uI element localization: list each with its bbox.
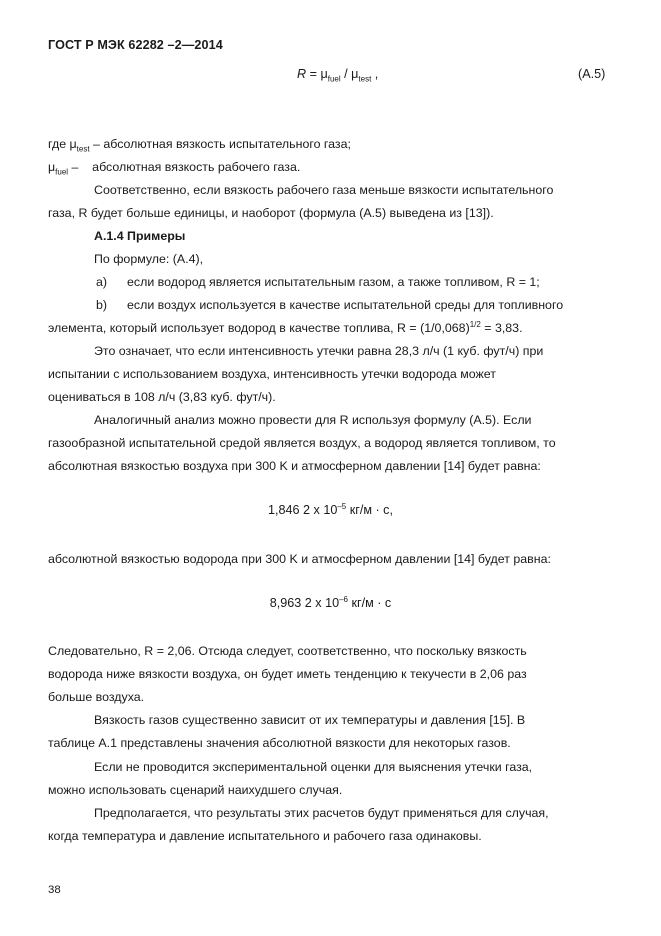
page-number: 38 [48,884,61,896]
definition-text: – абсолютная вязкость испытательного газа; [89,137,351,151]
formula-text: , [371,67,379,81]
list-label-a: а) [96,275,108,289]
formula-text: = μ [306,67,328,81]
formula-subscript-fuel: fuel [327,74,341,84]
equation-unit: кг/м · с, [346,503,393,517]
definition-dash: – [68,160,79,174]
equation-unit: кг/м · с [347,596,392,610]
list-item-b: если воздух используется в качестве испытательной среды для топливного [127,298,564,312]
paragraph-line: больше воздуха. [48,690,145,704]
equation-text: 8,963 2 x 10 [269,596,340,610]
paragraph-line: Следовательно, R = 2,06. Отсюда следует, соответственно, что поскольку вязкость [48,644,527,658]
paragraph-line: газообразной испытательной средой является воздух, а водород является топливом, то [48,436,556,450]
paragraph-line: Предполагается, что результаты этих расчетов будут применяться для случая, [94,806,549,820]
formula-variable-r: R [297,67,307,81]
paragraph-line: когда температура и давление испытательного и рабочего газа одинаковы. [48,829,482,843]
definition-subscript: test [76,144,90,154]
exponent: –5 [337,501,347,511]
paragraph-line: газа, R будет больше единицы, и наоборот (формула (А.5) выведена из [13]). [48,206,494,220]
paragraph-line: оцениваться в 108 л/ч (3,83 куб. фут/ч). [48,390,276,404]
examples-intro: По формуле: (А.4), [94,252,204,266]
list-item-b-continuation [48,317,523,340]
formula-text: / μ [340,67,359,81]
equation-hydrogen-viscosity [0,596,661,610]
paragraph-line: водорода ниже вязкости воздуха, он будет иметь тенденцию к текучести в 2,06 раз [48,667,527,681]
paragraph-line: Соответственно, если вязкость рабочего газа меньше вязкости испытательного [94,183,554,197]
formula-a5 [297,67,379,84]
document-header: ГОСТ Р МЭК 62282 –2—2014 [48,38,223,52]
definition-subscript: fuel [55,167,69,177]
formula-subscript-test: test [358,74,372,84]
paragraph-line: испытании с использованием воздуха, интенсивность утечки водорода может [48,367,496,381]
list-item-text: элемента, который использует водород в качестве топлива, R = (1/0,068) [48,321,470,335]
list-label-b: b) [96,298,108,312]
equation-number: (A.5) [578,67,606,81]
paragraph-line: абсолютной вязкостью водорода при 300 K и атмосферном давлении [14] будет равна: [48,552,551,566]
definition-text: где μ [48,137,77,151]
paragraph-line: можно использовать сценарий наихудшего случая. [48,783,343,797]
paragraph-line: абсолютная вязкостью воздуха при 300 K и атмосферном давлении [14] будет равна: [48,459,541,473]
list-item-a: если водород является испытательным газом, а также топливом, R = 1; [127,275,540,289]
exponent: –6 [339,594,348,604]
equation-text: 1,846 2 x 10 [268,503,338,517]
paragraph-line: Вязкость газов существенно зависит от их температуры и давления [15]. В [94,713,526,727]
paragraph-line: Если не проводится экспериментальной оценки для выяснения утечки газа, [94,760,533,774]
definition-symbol: μ [48,160,56,174]
equation-air-viscosity [0,503,661,517]
section-title: А.1.4 Примеры [94,229,186,243]
list-item-text: = 3,83. [480,321,523,335]
definition-fuel [48,156,300,179]
definition-text: абсолютная вязкость рабочего газа. [92,160,301,174]
paragraph-line: Это означает, что если интенсивность утечки равна 28,3 л/ч (1 куб. фут/ч) при [94,344,544,358]
exponent: 1/2 [469,319,481,329]
paragraph-line: таблице А.1 представлены значения абсолютной вязкости для некоторых газов. [48,736,511,750]
paragraph-line: Аналогичный анализ можно провести для R используя формулу (А.5). Если [94,413,532,427]
definition-test [48,133,351,156]
